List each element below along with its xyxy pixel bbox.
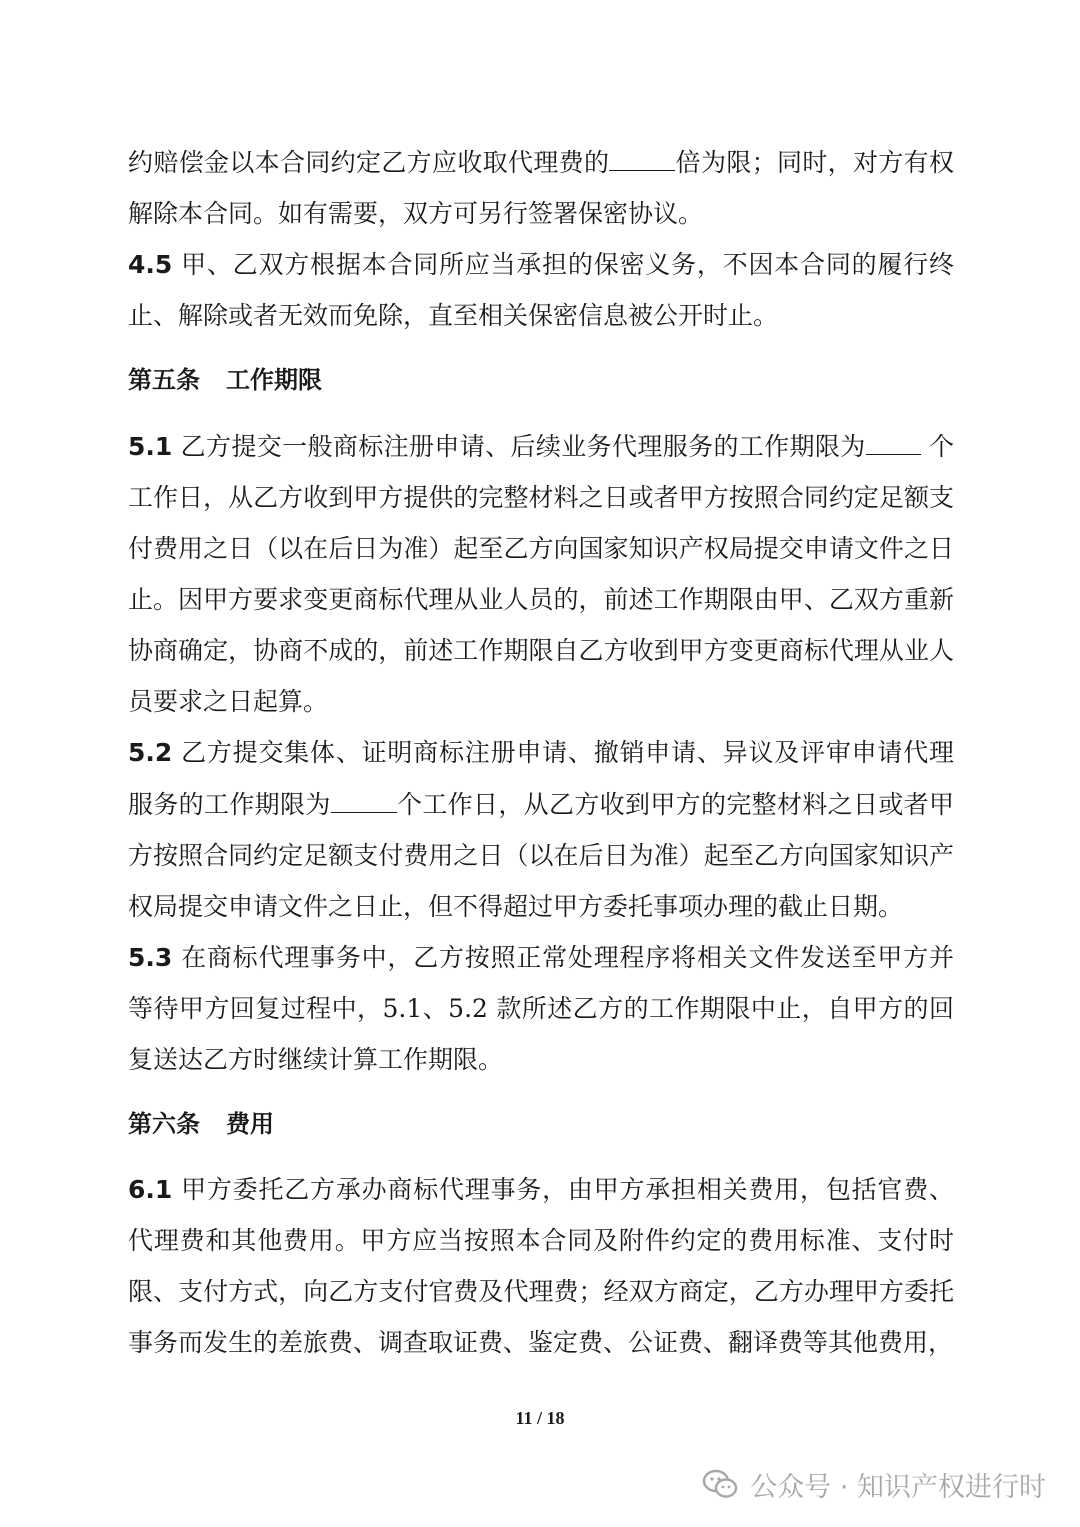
- clause-number: 5.2: [128, 738, 173, 767]
- text: 倍为限；同时，对方有权解除本合同。如有需要，双方可另行签署保密协议。: [128, 148, 954, 228]
- clause-number: 5.1: [128, 432, 173, 461]
- paragraph-5-1: [128, 420, 954, 727]
- text: 在商标代理事务中，乙方按照正常处理程序将相关文件发送至甲方并等待甲方回复过程中，5.1、5.2 款所述乙方的工作期限中止，自甲方的回复送达乙方时继续计算工作期限。: [128, 943, 954, 1074]
- fill-in-blank: [609, 136, 675, 171]
- text: 甲、乙双方根据本合同所应当承担的保密义务，不因本合同的履行终止、解除或者无效而免除，直至相关保密信息被公开时止。: [128, 250, 954, 330]
- text: 个工作日，从乙方收到甲方的完整材料之日或者甲方按照合同约定足额支付费用之日（以在后日为准）起至乙方向国家知识产权局提交申请文件之日止，但不得超过甲方委托事项办理的截止日期。: [128, 790, 954, 921]
- watermark: [702, 1462, 1046, 1506]
- text: 乙方提交集体、证明商标注册申请、撤销申请、异议及评审申请代理服务的工作期限为: [128, 738, 954, 819]
- article-label: 第六条: [128, 1110, 200, 1138]
- article-heading-5: [128, 355, 954, 406]
- clause-number: 6.1: [128, 1175, 173, 1204]
- document-body: [128, 136, 954, 1368]
- paragraph-6-1: [128, 1164, 954, 1368]
- paragraph-4-4-continued: [128, 136, 954, 239]
- paragraph-5-3: [128, 932, 954, 1085]
- article-heading-6: [128, 1099, 954, 1150]
- page-number: 11 / 18: [515, 1408, 565, 1428]
- article-title: 工作期限: [226, 366, 322, 394]
- paragraph-5-2: [128, 727, 954, 932]
- watermark-text: 公众号 · 知识产权进行时: [750, 1471, 1046, 1503]
- text: 甲方委托乙方承办商标代理事务，由甲方承担相关费用，包括官费、代理费和其他费用。甲方应当按照本合同及附件约定的费用标准、支付时限、支付方式，向乙方支付官费及代理费；经双方商定，乙方办理甲方委托事务而发生的差旅费、调查取证费、鉴定费、公证费、翻译费等其他费用，: [128, 1175, 954, 1357]
- text: 乙方提交一般商标注册申请、后续业务代理服务的工作期限为: [180, 432, 866, 461]
- text: 个工作日，从乙方收到甲方提供的完整材料之日或者甲方按照合同约定足额支付费用之日（以在后日为准）起至乙方向国家知识产权局提交申请文件之日止。因甲方要求变更商标代理从业人员的，前述工作期限由甲、乙双方重新协商确定，协商不成的，前述工作期限自乙方收到甲方变更商标代理从业人员要求之日起算。: [128, 432, 954, 716]
- fill-in-blank: [331, 778, 397, 813]
- text: 约赔偿金以本合同约定乙方应收取代理费的: [128, 148, 610, 177]
- wechat-icon: [702, 1469, 738, 1499]
- article-label: 第五条: [128, 366, 200, 394]
- fill-in-blank: [866, 420, 921, 455]
- article-title: 费用: [226, 1110, 274, 1138]
- clause-number: 4.5: [128, 250, 173, 279]
- paragraph-4-5: [128, 239, 954, 341]
- clause-number: 5.3: [128, 943, 173, 972]
